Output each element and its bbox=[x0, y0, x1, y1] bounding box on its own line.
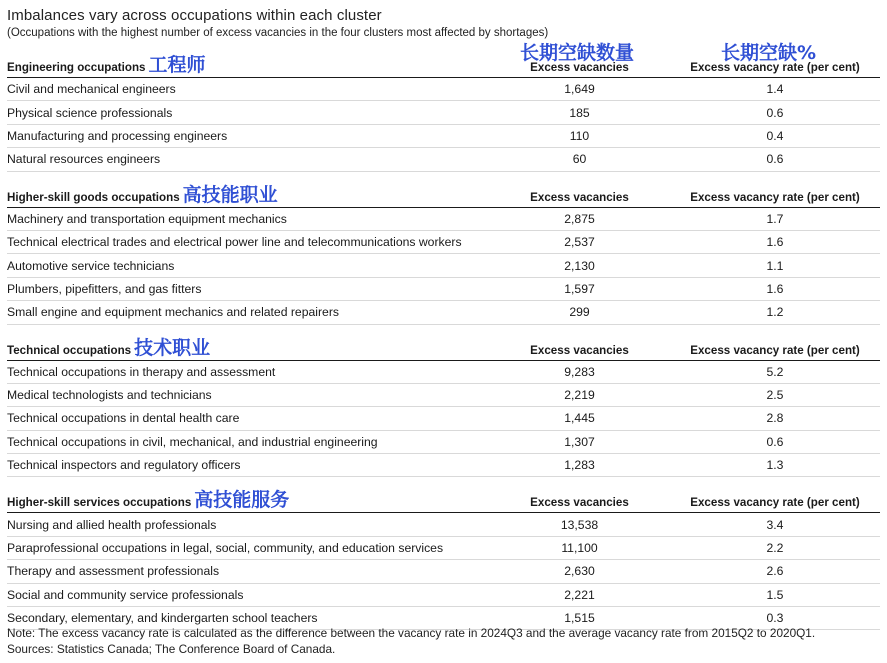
excess-vacancy-rate-value: 2.5 bbox=[766, 388, 784, 403]
excess-vacancies-value: 13,538 bbox=[560, 517, 599, 532]
excess-vacancy-rate-value: 1.7 bbox=[766, 211, 784, 226]
column-header-excess-vacancies: Excess vacancies bbox=[530, 190, 629, 204]
excess-vacancies-value: 1,445 bbox=[564, 411, 595, 426]
section-title-cn-annotation: 高技能服务 bbox=[194, 489, 290, 512]
excess-vacancies-value: 2,875 bbox=[564, 211, 595, 226]
footer-note: Note: The excess vacancy rate is calculated as the difference between the vacancy rate in 2024Q3 and the average vacancy rate from 2015Q2 to 2020Q1. bbox=[7, 626, 816, 640]
section-title: Higher-skill services occupations bbox=[7, 496, 192, 510]
excess-vacancies-value: 110 bbox=[569, 128, 590, 143]
excess-vacancies-value: 2,630 bbox=[564, 564, 595, 579]
footer-sources: Sources: Statistics Canada; The Conference Board of Canada. bbox=[7, 641, 336, 656]
table-row bbox=[7, 384, 880, 407]
excess-vacancy-rate-value: 2.2 bbox=[766, 541, 784, 556]
section-title-cn-annotation: 工程师 bbox=[148, 54, 206, 76]
table-row bbox=[7, 454, 880, 477]
occupation-name: Paraprofessional occupations in legal, social, community, and education services bbox=[7, 541, 444, 556]
table-row bbox=[7, 584, 880, 607]
section-header-label bbox=[7, 488, 289, 512]
excess-vacancy-rate-value: 0.6 bbox=[766, 152, 784, 167]
section-gap bbox=[7, 477, 880, 488]
occupation-name: Secondary, elementary, and kindergarten school teachers bbox=[7, 611, 318, 626]
table-subtitle: (Occupations with the highest number of excess vacancies in the four clusters most affected by shortages) bbox=[7, 27, 549, 39]
section-header-label bbox=[7, 56, 206, 77]
table-row bbox=[7, 361, 880, 384]
table-row bbox=[7, 125, 880, 148]
occupation-name: Medical technologists and technicians bbox=[7, 388, 212, 403]
occupation-name: Nursing and allied health professionals bbox=[7, 517, 217, 532]
excess-vacancies-value: 1,515 bbox=[564, 611, 595, 626]
occupation-name: Technical inspectors and regulatory officers bbox=[7, 458, 241, 473]
table-row bbox=[7, 431, 880, 454]
excess-vacancy-rate-value: 2.6 bbox=[766, 564, 784, 579]
occupations-table bbox=[7, 56, 880, 630]
occupation-name: Manufacturing and processing engineers bbox=[7, 128, 228, 143]
excess-vacancies-value: 2,537 bbox=[564, 235, 595, 250]
excess-vacancy-rate-value: 0.6 bbox=[766, 434, 784, 449]
column-header-excess-vacancies: Excess vacancies bbox=[530, 61, 629, 74]
table-row bbox=[7, 254, 880, 277]
section-header bbox=[7, 183, 880, 208]
excess-vacancies-value: 1,649 bbox=[564, 82, 595, 97]
table-row bbox=[7, 513, 880, 536]
occupation-name: Technical electrical trades and electrical power line and telecommunications workers bbox=[7, 235, 462, 250]
excess-vacancies-value: 60 bbox=[572, 152, 587, 167]
excess-vacancies-value: 11,100 bbox=[561, 541, 598, 556]
section-gap bbox=[7, 172, 880, 183]
excess-vacancy-rate-value: 1.4 bbox=[766, 82, 784, 97]
occupation-name: Civil and mechanical engineers bbox=[7, 82, 176, 97]
column-header-vacancy-rate: Excess vacancy rate (per cent) bbox=[690, 190, 860, 204]
excess-vacancies-value: 299 bbox=[569, 305, 590, 320]
occupation-name: Social and community service professionals bbox=[7, 587, 244, 602]
occupation-name: Therapy and assessment professionals bbox=[7, 564, 220, 579]
section-header-label bbox=[7, 336, 210, 360]
occupation-name: Technical occupations in dental health care bbox=[7, 411, 240, 426]
excess-vacancies-value: 1,283 bbox=[564, 458, 595, 473]
excess-vacancy-rate-value: 1.3 bbox=[766, 458, 784, 473]
table-row bbox=[7, 560, 880, 583]
table-row bbox=[7, 537, 880, 560]
section-title: Technical occupations bbox=[7, 343, 132, 357]
column-header-excess-vacancies: Excess vacancies bbox=[530, 496, 629, 510]
excess-vacancies-value: 1,597 bbox=[564, 281, 595, 296]
excess-vacancies-value: 1,307 bbox=[564, 434, 595, 449]
column-header-vacancy-rate: Excess vacancy rate (per cent) bbox=[690, 496, 860, 510]
column-header-excess-vacancies: Excess vacancies bbox=[530, 343, 629, 357]
excess-vacancy-rate-value: 0.4 bbox=[766, 128, 784, 143]
table-row bbox=[7, 278, 880, 301]
excess-vacancy-rate-value: 1.5 bbox=[766, 587, 784, 602]
occupation-name: Technical occupations in civil, mechanical, and industrial engineering bbox=[7, 434, 378, 449]
section-header bbox=[7, 336, 880, 361]
excess-vacancy-rate-value: 2.8 bbox=[766, 411, 784, 426]
table-title: Imbalances vary across occupations within each cluster bbox=[7, 7, 382, 24]
excess-vacancy-rate-value: 1.2 bbox=[766, 305, 784, 320]
excess-vacancies-value: 185 bbox=[569, 105, 590, 120]
section-title: Higher-skill goods occupations bbox=[7, 190, 180, 204]
excess-vacancy-rate-value: 0.3 bbox=[766, 611, 784, 626]
section-header bbox=[7, 488, 880, 513]
occupation-name: Small engine and equipment mechanics and related repairers bbox=[7, 305, 339, 320]
excess-vacancy-rate-value: 5.2 bbox=[766, 364, 784, 379]
section-header bbox=[7, 56, 880, 78]
occupation-name: Plumbers, pipefitters, and gas fitters bbox=[7, 281, 202, 296]
excess-vacancy-rate-value: 0.6 bbox=[766, 105, 784, 120]
section-gap bbox=[7, 325, 880, 336]
table-row bbox=[7, 101, 880, 124]
column-header-vacancy-rate: Excess vacancy rate (per cent) bbox=[690, 61, 860, 74]
table-row bbox=[7, 78, 880, 101]
table-row bbox=[7, 208, 880, 231]
section-header-label bbox=[7, 183, 278, 207]
excess-vacancies-value: 2,219 bbox=[564, 388, 595, 403]
occupation-name: Automotive service technicians bbox=[7, 258, 175, 273]
excess-vacancies-value: 9,283 bbox=[564, 364, 595, 379]
section-title: Engineering occupations bbox=[7, 61, 146, 74]
excess-vacancy-rate-value: 3.4 bbox=[766, 517, 784, 532]
excess-vacancies-value: 2,221 bbox=[564, 587, 595, 602]
table-row bbox=[7, 301, 880, 324]
occupation-name: Machinery and transportation equipment mechanics bbox=[7, 211, 287, 226]
excess-vacancy-rate-value: 1.6 bbox=[766, 235, 784, 250]
excess-vacancy-rate-value: 1.6 bbox=[766, 281, 784, 296]
annotation-vacancy-rate-cn: 长期空缺% bbox=[721, 42, 817, 64]
annotation-excess-vacancies-cn: 长期空缺数量 bbox=[520, 42, 635, 64]
section-title-cn-annotation: 高技能职业 bbox=[182, 183, 278, 206]
column-header-vacancy-rate: Excess vacancy rate (per cent) bbox=[690, 343, 860, 357]
table-footer bbox=[7, 626, 815, 657]
excess-vacancy-rate-value: 1.1 bbox=[766, 258, 784, 273]
section-title-cn-annotation: 技术职业 bbox=[134, 336, 211, 359]
occupation-name: Natural resources engineers bbox=[7, 152, 161, 167]
table-row bbox=[7, 231, 880, 254]
table-row bbox=[7, 407, 880, 430]
table-row bbox=[7, 148, 880, 171]
occupation-name: Physical science professionals bbox=[7, 105, 173, 120]
occupation-name: Technical occupations in therapy and assessment bbox=[7, 364, 276, 379]
excess-vacancies-value: 2,130 bbox=[564, 258, 595, 273]
